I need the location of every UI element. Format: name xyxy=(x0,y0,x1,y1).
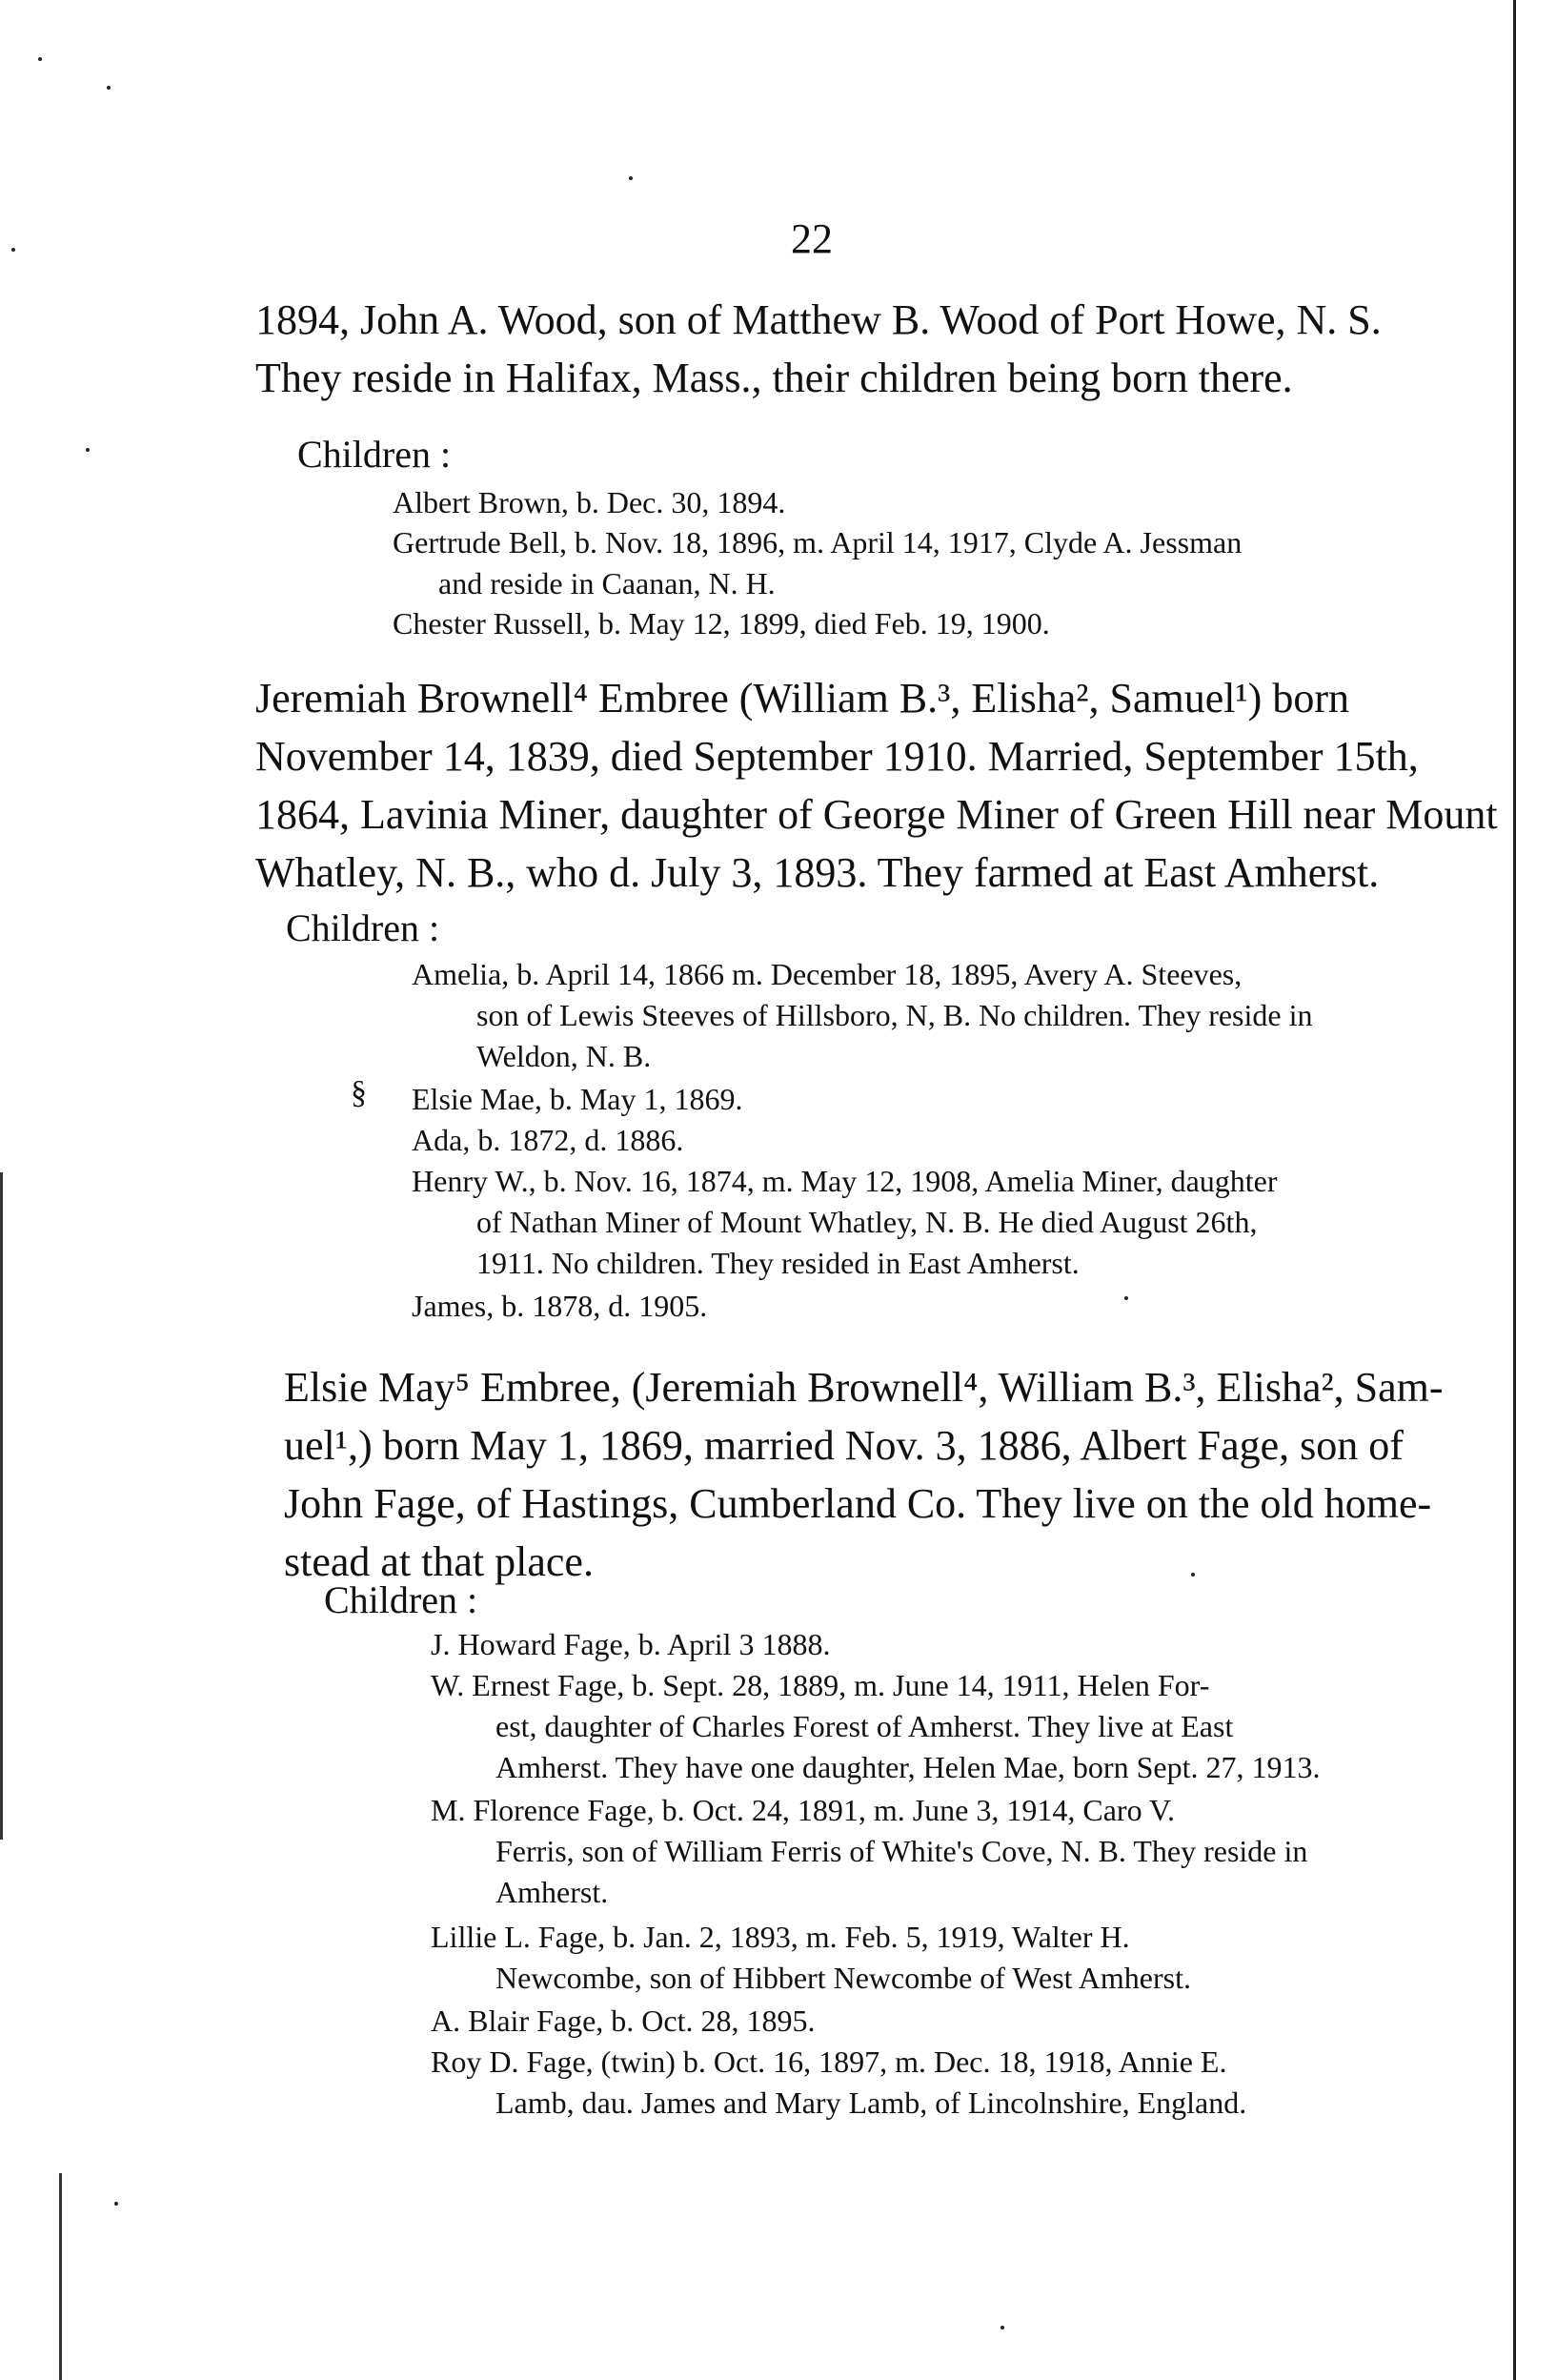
child-entry-continuation: of Nathan Miner of Mount Whatley, N. B. He died August 26th, xyxy=(476,1205,1258,1239)
child-entry-continuation: and reside in Caanan, N. H. xyxy=(438,566,776,600)
child-entry-continuation: Ferris, son of William Ferris of White's Cove, N. B. They reside in xyxy=(495,1834,1308,1868)
text-line: Elsie May⁵ Embree, (Jeremiah Brownell⁴, William B.³, Elisha², Sam- xyxy=(284,1364,1444,1411)
child-entry: W. Ernest Fage, b. Sept. 28, 1889, m. June 14, 1911, Helen For- xyxy=(431,1668,1210,1702)
scan-speck xyxy=(114,2202,118,2206)
child-entry-continuation: Lamb, dau. James and Mary Lamb, of Lincolnshire, England. xyxy=(495,2085,1247,2120)
text-line: 1894, John A. Wood, son of Matthew B. Wood of Port Howe, N. S. xyxy=(255,296,1382,343)
child-entry: Amelia, b. April 14, 1866 m. December 18, 1895, Avery A. Steeves, xyxy=(412,957,1243,991)
child-entry: A. Blair Fage, b. Oct. 28, 1895. xyxy=(431,2004,816,2038)
scan-speck xyxy=(1124,1296,1128,1300)
scan-speck xyxy=(629,176,633,180)
child-entry-continuation: Amherst. xyxy=(495,1875,609,1909)
children-heading: Children : xyxy=(324,1578,478,1621)
paragraph-elsie-may-embree xyxy=(284,1358,1465,1591)
scan-speck xyxy=(11,248,15,252)
child-entry: Henry W., b. Nov. 16, 1874, m. May 12, 1908, Amelia Miner, daughter xyxy=(412,1164,1278,1198)
child-entry: Elsie Mae, b. May 1, 1869. xyxy=(412,1082,743,1116)
children-heading: Children : xyxy=(297,433,452,476)
text-line: uel¹,) born May 1, 1869, married Nov. 3, 1886, Albert Fage, son of xyxy=(284,1422,1404,1469)
child-entry: Albert Brown, b. Dec. 30, 1894. xyxy=(393,485,786,519)
paragraph-john-wood xyxy=(255,291,1427,407)
child-entry-continuation: son of Lewis Steeves of Hillsboro, N, B. No children. They reside in xyxy=(476,998,1313,1032)
text-line: John Fage, of Hastings, Cumberland Co. They live on the old home- xyxy=(284,1480,1432,1527)
text-line: November 14, 1839, died September 1910. Married, September 15th, xyxy=(255,733,1419,780)
scan-speck xyxy=(1000,2326,1004,2329)
child-entry-continuation: Amherst. They have one daughter, Helen Mae, born Sept. 27, 1913. xyxy=(495,1750,1321,1784)
text-line: 1864, Lavinia Miner, daughter of George Miner of Green Hill near Mount xyxy=(255,791,1498,838)
child-entry: J. Howard Fage, b. April 3 1888. xyxy=(431,1627,831,1661)
page-edge-rule xyxy=(1513,0,1516,2380)
text-line: Jeremiah Brownell⁴ Embree (William B.³, Elisha², Samuel¹) born xyxy=(255,675,1349,722)
scan-edge-mark xyxy=(0,1172,3,1840)
child-entry-continuation: 1911. No children. They resided in East Amherst. xyxy=(476,1246,1080,1280)
scan-speck xyxy=(107,86,111,90)
child-entry: Chester Russell, b. May 12, 1899, died Feb. 19, 1900. xyxy=(393,606,1050,641)
child-entry-continuation: Newcombe, son of Hibbert Newcombe of West Amherst. xyxy=(495,1961,1191,1995)
child-entry: Ada, b. 1872, d. 1886. xyxy=(412,1123,684,1157)
scan-speck xyxy=(86,448,90,452)
text-line: Whatley, N. B., who d. July 3, 1893. They farmed at East Amherst. xyxy=(255,849,1380,896)
child-entry: Lillie L. Fage, b. Jan. 2, 1893, m. Feb. 5, 1919, Walter H. xyxy=(431,1920,1130,1954)
page-number: 22 xyxy=(791,215,833,262)
scan-speck xyxy=(38,57,42,61)
child-entry-continuation: Weldon, N. B. xyxy=(476,1039,652,1073)
child-entry: M. Florence Fage, b. Oct. 24, 1891, m. June 3, 1914, Caro V. xyxy=(431,1793,1175,1827)
scan-edge-mark xyxy=(59,2173,62,2380)
text-line: stead at that place. xyxy=(284,1538,594,1585)
text-line: They reside in Halifax, Mass., their children being born there. xyxy=(255,355,1293,401)
child-entry-continuation: est, daughter of Charles Forest of Amherst. They live at East xyxy=(495,1709,1234,1743)
section-mark: § xyxy=(351,1075,367,1110)
children-heading: Children : xyxy=(286,906,440,949)
scan-speck xyxy=(1191,1573,1195,1576)
paragraph-jeremiah-embree xyxy=(255,669,1498,902)
child-entry: James, b. 1878, d. 1905. xyxy=(412,1289,708,1323)
child-entry: Gertrude Bell, b. Nov. 18, 1896, m. April 14, 1917, Clyde A. Jessman xyxy=(393,525,1243,559)
child-entry: Roy D. Fage, (twin) b. Oct. 16, 1897, m. Dec. 18, 1918, Annie E. xyxy=(431,2044,1227,2079)
